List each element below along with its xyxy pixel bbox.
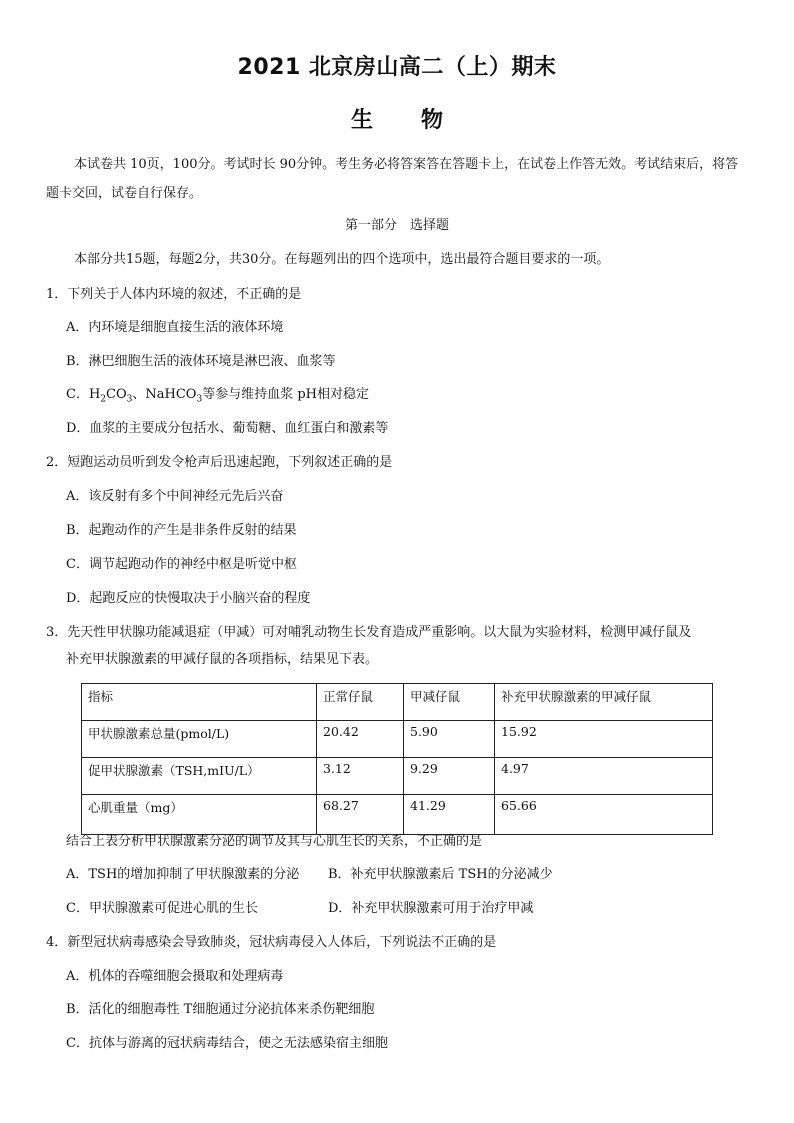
q3-option-a: A．TSH的增加抑制了甲状腺激素的分泌 (66, 867, 300, 882)
q4-stem: 4．新型冠状病毒感染会导致肺炎，冠状病毒侵入人体后，下列说法不正确的是 (46, 935, 497, 950)
q2-option-c: C．调节起跑动作的神经中枢是听觉中枢 (66, 557, 297, 572)
table-cell: 5.90 (404, 721, 495, 758)
q3-option-d: D．补充甲状腺激素可用于治疗甲减 (328, 901, 534, 916)
q1-c-mid1: CO (106, 387, 127, 402)
q3-option-c: C．甲状腺激素可促进心肌的生长 (66, 901, 258, 916)
q4-option-b: B．活化的细胞毒性 T细胞通过分泌抗体来杀伤靶细胞 (66, 1002, 375, 1017)
q1-c-sub2: 3 (126, 394, 133, 405)
table-cell: 心肌重量（mg） (82, 795, 317, 835)
table-cell: 甲状腺激素总量(pmol/L) (82, 721, 317, 758)
table-cell: 20.42 (317, 721, 404, 758)
q4-option-c: C．抗体与游离的冠状病毒结合，使之无法感染宿主细胞 (66, 1036, 388, 1051)
table-cell: 68.27 (317, 795, 404, 835)
q1-option-a: A．内环境是细胞直接生活的液体环境 (66, 320, 284, 335)
table-cell: 41.29 (404, 795, 495, 835)
q3-stem-line2: 补充甲状腺激素的甲减仔鼠的各项指标，结果见下表。 (66, 652, 379, 667)
exam-title: 2021 北京房山高二（上）期末 (237, 55, 557, 80)
q2-option-b: B．起跑动作的产生是非条件反射的结果 (66, 523, 297, 538)
table-cell: 促甲状腺激素（TSH,mIU/L） (82, 758, 317, 795)
q1-c-sub3: 3 (196, 394, 203, 405)
q3-question: 结合上表分析甲状腺激素分泌的调节及其与心肌生长的关系，不正确的是 (66, 834, 483, 849)
subject-heading (0, 103, 794, 134)
table-cell: 15.92 (495, 721, 713, 758)
table-row (82, 758, 713, 795)
table-row (82, 721, 713, 758)
table-header-cell: 指标 (82, 684, 317, 721)
q2-option-a: A．该反射有多个中间神经元先后兴奋 (66, 489, 284, 504)
q1-c-sub1: 2 (100, 394, 107, 405)
table-cell: 9.29 (404, 758, 495, 795)
exam-instructions: 本试卷共 10页，100分。考试时长 90分钟。考生务必将答案答在答题卡上，在试卷上作答无效。考试结束后，将答题卡交回，试卷自行保存。 (46, 157, 739, 201)
q3-option-b: B．补充甲状腺激素后 TSH的分泌减少 (328, 867, 553, 882)
q3-data-table (81, 683, 713, 835)
table-cell: 3.12 (317, 758, 404, 795)
q1-c-mid2: 、NaHCO (132, 387, 197, 402)
section-note: 本部分共15题，每题2分，共30分。在每题列出的四个选项中，选出最符合题目要求的一项。 (74, 252, 610, 267)
q1-c-post: 等参与维持血浆 pH相对稳定 (202, 387, 369, 402)
table-row (82, 795, 713, 835)
section-title: 第一部分 选择题 (344, 218, 449, 233)
q1-option-c (66, 385, 369, 410)
table-header-cell: 甲减仔鼠 (404, 684, 495, 721)
table-cell: 65.66 (495, 795, 713, 835)
q4-option-a: A．机体的吞噬细胞会摄取和处理病毒 (66, 969, 284, 984)
subject-part-2: 物 (421, 108, 444, 133)
q2-stem: 2．短跑运动员听到发令枪声后迅速起跑，下列叙述正确的是 (46, 455, 393, 470)
q1-option-d: D．血浆的主要成分包括水、葡萄糖、血红蛋白和激素等 (66, 421, 389, 436)
q1-option-b: B．淋巴细胞生活的液体环境是淋巴液、血浆等 (66, 354, 336, 369)
q2-option-d: D．起跑反应的快慢取决于小脑兴奋的程度 (66, 591, 311, 606)
table-header-row (82, 684, 713, 721)
q3-stem-line1: 3．先天性甲状腺功能减退症（甲减）可对哺乳动物生长发育造成严重影响。以大鼠为实验材料，检测甲减仔鼠及 (46, 625, 692, 640)
q1-c-pre: C．H (66, 387, 101, 402)
table-cell: 4.97 (495, 758, 713, 795)
table-header-cell: 补充甲状腺激素的甲减仔鼠 (495, 684, 713, 721)
q1-stem: 1．下列关于人体内环境的叙述，不正确的是 (46, 287, 302, 302)
table-header-cell: 正常仔鼠 (317, 684, 404, 721)
subject-part-1: 生 (350, 108, 373, 133)
